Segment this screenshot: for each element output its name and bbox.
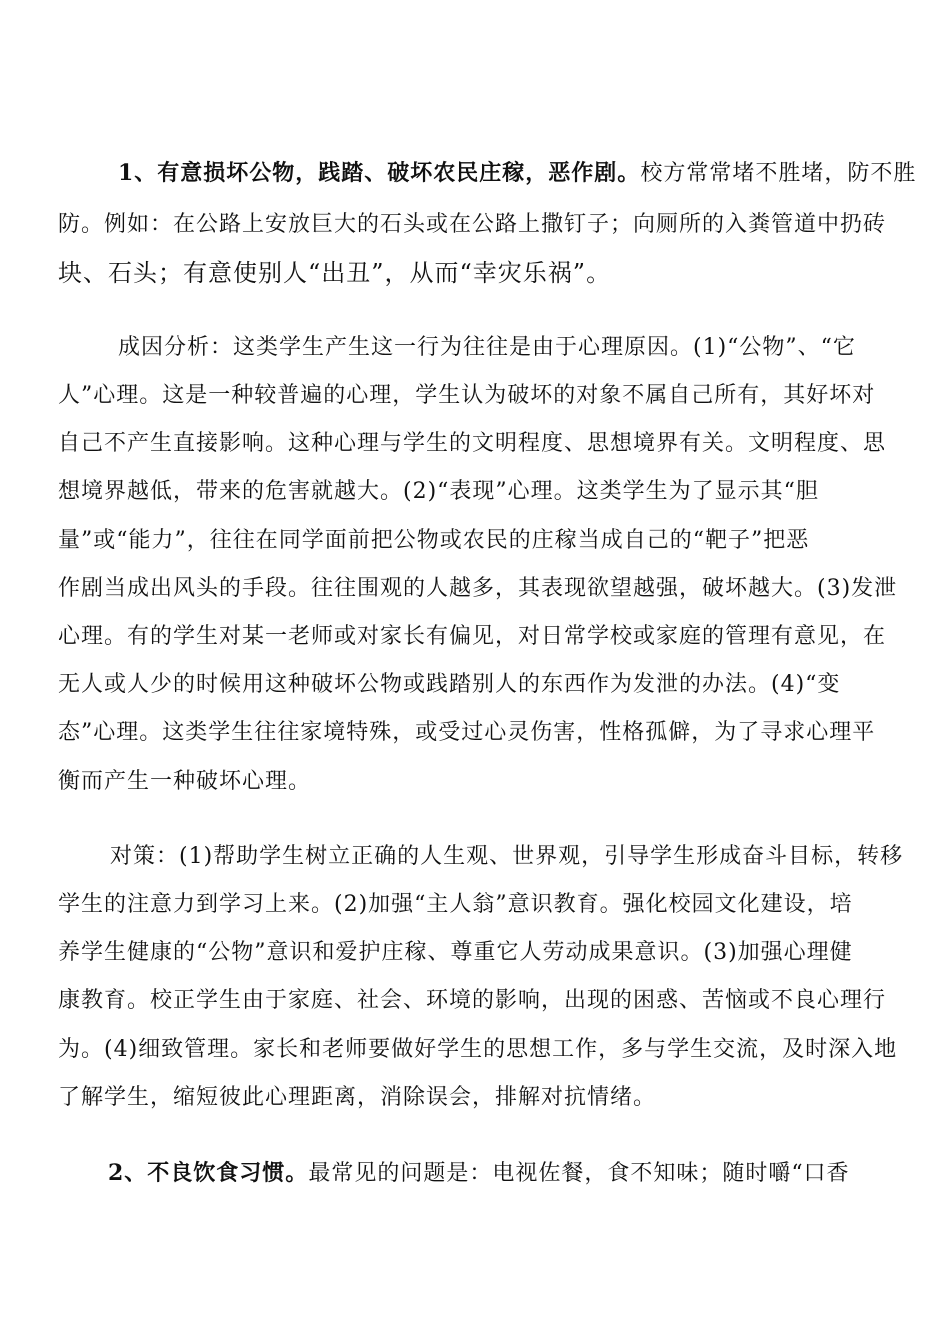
section-heading: 1、有意损坏公物，践踏、破坏农民庄稼，恶作剧。 [118, 160, 641, 186]
paragraph-line: 作剧当成出风头的手段。往往围观的人越多，其表现欲望越强，破坏越大。(3)发泄 [58, 576, 898, 601]
paragraph-line: 量”或“能力”，往往在同学面前把公物或农民的庄稼当成自己的“靶子”把恶 [58, 528, 810, 553]
paragraph-line: 康教育。校正学生由于家庭、社会、环境的影响，出现的困惑、苦恼或不良心理行 [58, 988, 887, 1013]
line-text: 校方常常堵不胜堵，防不胜 [640, 161, 917, 186]
paragraph-line: 养学生健康的“公物”意识和爱护庄稼、尊重它人劳动成果意识。(3)加强心理健 [58, 940, 853, 965]
paragraph-line: 成因分析：这类学生产生这一行为往往是由于心理原因。(1)“公物”、“它 [118, 335, 856, 360]
paragraph-line: 块、石头；有意使别人“出丑”，从而“幸灾乐祸”。 [58, 259, 612, 287]
paragraph-line: 为。(4)细致管理。家长和老师要做好学生的思想工作，多与学生交流，及时深入地 [58, 1037, 898, 1062]
paragraph-line: 无人或人少的时候用这种破坏公物或践踏别人的东西作为发泄的办法。(4)“变 [58, 672, 841, 697]
paragraph-line: 心理。有的学生对某一老师或对家长有偏见，对日常学校或家庭的管理有意见，在 [58, 624, 887, 649]
paragraph-line: 想境界越低，带来的危害就越大。(2)“表现”心理。这类学生为了显示其“胆 [58, 479, 819, 504]
paragraph-line: 对策：(1)帮助学生树立正确的人生观、世界观，引导学生形成奋斗目标，转移 [110, 844, 904, 869]
paragraph-line: 了解学生，缩短彼此心理距离，消除误会，排解对抗情绪。 [58, 1085, 657, 1110]
paragraph-line: 防。例如：在公路上安放巨大的石头或在公路上撒钉子；向厕所的入粪管道中扔砖 [58, 212, 887, 237]
paragraph-line: 自己不产生直接影响。这种心理与学生的文明程度、思想境界有关。文明程度、思 [58, 431, 887, 456]
paragraph-line [108, 1158, 850, 1188]
paragraph-line: 态”心理。这类学生往往家境特殊，或受过心灵伤害，性格孤僻，为了寻求心理平 [58, 720, 876, 745]
paragraph-line: 衡而产生一种破坏心理。 [58, 769, 312, 794]
line-text: 最常见的问题是：电视佐餐，食不知味；随时嚼“口香 [308, 1161, 850, 1186]
paragraph-line [118, 158, 916, 188]
section-heading: 2、不良饮食习惯。 [108, 1160, 309, 1186]
paragraph-line: 学生的注意力到学习上来。(2)加强“主人翁”意识教育。强化校园文化建设，培 [58, 892, 853, 917]
paragraph-line: 人”心理。这是一种较普遍的心理，学生认为破坏的对象不属自己所有，其好坏对 [58, 383, 876, 408]
